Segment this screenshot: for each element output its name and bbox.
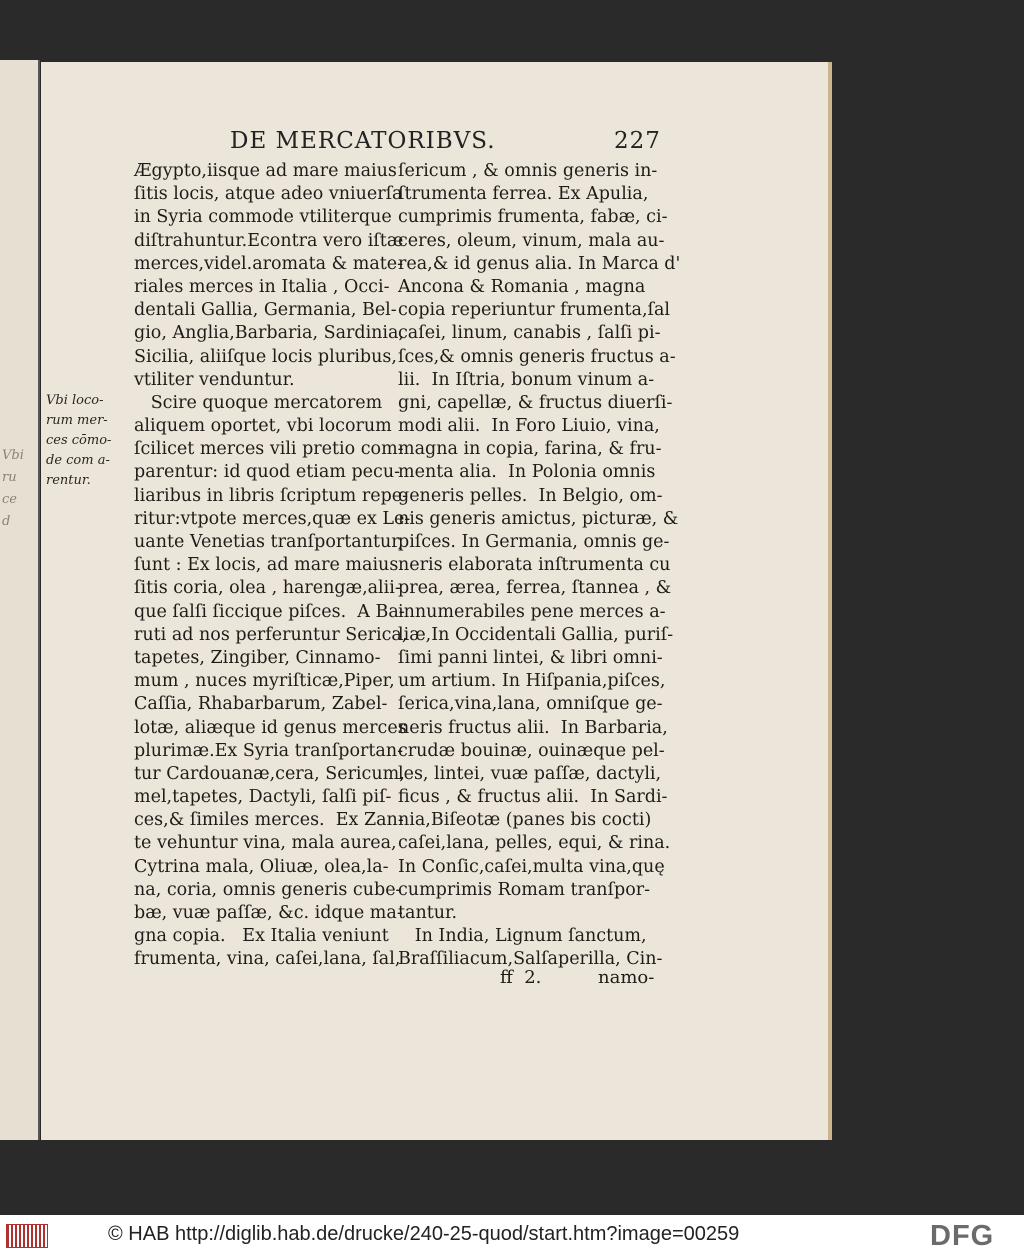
text-line: gni, capellæ, & fructus diuerſi- (398, 392, 673, 413)
text-line: magna in copia, farina, & fru- (398, 439, 662, 460)
text-line: liaribus in libris ſcriptum repe- (134, 485, 409, 506)
text-line: copia reperiuntur frumenta,ſal (398, 300, 671, 321)
text-line: te vehuntur vina, mala aurea, (134, 833, 397, 854)
text-line: vtiliter venduntur. (134, 369, 295, 390)
page-number: 227 (614, 128, 661, 154)
text-line: ſcilicet merces vili pretio com- (134, 439, 404, 460)
text-line: cumprimis Romam tranſpor- (398, 879, 651, 900)
text-line: merces,videl.aromata & mate- (134, 253, 404, 274)
left-text-column (134, 160, 410, 972)
text-line: dentali Gallia, Germania, Bel- (134, 300, 397, 321)
text-line: ſimi panni lintei, & libri omni- (398, 647, 663, 668)
text-line: gio, Anglia,Barbaria, Sardinia, (134, 323, 405, 344)
text-line: ſitis coria, olea , harengæ,alii- (134, 578, 401, 599)
text-line: ficus , & fructus alii. In Sardi- (398, 787, 668, 808)
catchword: namo- (598, 967, 655, 988)
text-line: ſerica,vina,lana, omniſque ge- (398, 694, 663, 715)
text-line: Ægypto,iisque ad mare maius (134, 161, 397, 181)
text-line: ceres, oleum, vinum, mala au- (398, 230, 665, 251)
text-line: tur Cardouanæ,cera, Sericum, (134, 763, 405, 784)
text-line: lii. In Iſtria, bonum vinum a- (398, 369, 655, 390)
text-line: mum , nuces myriſticæ,Piper, (134, 671, 395, 692)
text-line: Sicilia, aliiſque locis pluribus, (134, 346, 397, 367)
previous-page-text: Vbi ru ce d (2, 448, 24, 529)
text-line: modi alii. In Foro Liuio, vina, (398, 416, 660, 437)
text-line: menta alia. In Polonia omnis (398, 462, 656, 483)
signature-mark: ff 2. (500, 967, 542, 988)
text-line: ſces,& omnis generis fructus a- (398, 346, 676, 367)
text-line: bæ, vuæ paſſæ, &c. idque ma- (134, 903, 403, 923)
text-line: caſei,lana, pelles, equi, & rina. (398, 833, 671, 854)
text-line: frumenta, vina, caſei,lana, ſal, (134, 949, 401, 970)
text-line: liæ,In Occidentali Gallia, puriſ- (398, 624, 674, 645)
text-line: ſitis locis, atque adeo vniuerſa (134, 184, 403, 205)
right-text-column (398, 160, 680, 972)
text-line: plurimæ.Ex Syria tranſportan- (134, 740, 404, 761)
text-line: in Syria commode vtiliterque (134, 207, 392, 228)
text-line: nis generis amictus, picturæ, & (398, 508, 679, 529)
dfg-logo: DFG (930, 1220, 995, 1252)
text-line: lotæ, aliæque id genus merces (134, 717, 407, 738)
text-line: ſunt : Ex locis, ad mare maius (134, 555, 399, 576)
text-line: ritur:vtpote merces,quæ ex Le- (134, 508, 411, 529)
text-line: aliquem oportet, vbi locorum (134, 416, 392, 437)
text-line: Caſſia, Rhabarbarum, Zabel- (134, 694, 388, 715)
text-line: les, lintei, vuæ paſſæ, dactyli, (398, 763, 662, 784)
page-edge (828, 62, 831, 1140)
footer-url[interactable]: © HAB http://diglib.hab.de/drucke/240-25-quod/start.htm?image=00259 (108, 1223, 740, 1245)
text-line: na, coria, omnis generis cube- (134, 879, 402, 900)
text-line: cumprimis frumenta, fabæ, ci- (398, 207, 668, 228)
text-line: mel,tapetes, Dactyli, ſalſi piſ- (134, 787, 392, 808)
text-line: ruti ad nos perferuntur Serica, (134, 624, 408, 645)
text-line: Ancona & Romania , magna (398, 276, 646, 297)
text-line: parentur: id quod etiam pecu- (134, 462, 401, 483)
text-line: riales merces in Italia , Occi- (134, 276, 390, 297)
text-line: neris elaborata inſtrumenta cu (398, 555, 671, 576)
text-line: rea,& id genus alia. In Marca d' (398, 253, 681, 274)
page-gutter (38, 60, 40, 1140)
marginal-note: Vbi loco- rum mer- ces cōmo- de com a- rentur. (46, 393, 112, 488)
text-line: tantur. (398, 903, 458, 923)
text-line: prea, ærea, ferrea, ſtannea , & (398, 578, 672, 599)
text-line: Braſſiliacum,Salſaperilla, Cin- (398, 949, 663, 970)
library-logo-icon (6, 1224, 48, 1248)
text-line: tapetes, Zingiber, Cinnamo- (134, 647, 381, 668)
text-line: piſces. In Germania, omnis ge- (398, 532, 670, 552)
text-line: um artium. In Hiſpania,piſces, (398, 671, 666, 692)
text-line: Cytrina mala, Oliuæ, olea,la- (134, 856, 389, 877)
text-line: diſtrahuntur.Econtra vero iſtæ (134, 230, 404, 251)
text-line: que ſalſi ſiccique piſces. A Ba- (134, 601, 405, 622)
text-line: In Conſic,caſei,multa vina,quę (398, 856, 665, 877)
text-line: Scire quoque mercatorem (134, 392, 383, 413)
text-line: ces,& ſimiles merces. Ex Zan- (134, 810, 404, 831)
text-line: crudæ bouinæ, ouinæque pel- (398, 740, 665, 761)
text-line: gna copia. Ex Italia veniunt (134, 926, 389, 947)
header-title: DE MERCATORIBVS. (230, 128, 496, 154)
text-line: innumerabiles pene merces a- (398, 601, 666, 622)
text-line: ſericum , & omnis generis in- (398, 161, 658, 181)
text-line: generis pelles. In Belgio, om- (398, 485, 663, 506)
viewer-footer (0, 1215, 1024, 1255)
text-line: neris fructus alii. In Barbaria, (398, 717, 668, 738)
text-line: uante Venetias tranſportantur, (134, 532, 404, 552)
text-line: caſei, linum, canabis , ſalſi pi- (398, 323, 661, 344)
text-line: nia,Biſeotæ (panes bis cocti) (398, 810, 652, 831)
previous-page-strip (0, 60, 40, 1140)
text-line: ſtrumenta ferrea. Ex Apulia, (398, 184, 649, 205)
text-line: In India, Lignum ſanctum, (398, 926, 647, 947)
